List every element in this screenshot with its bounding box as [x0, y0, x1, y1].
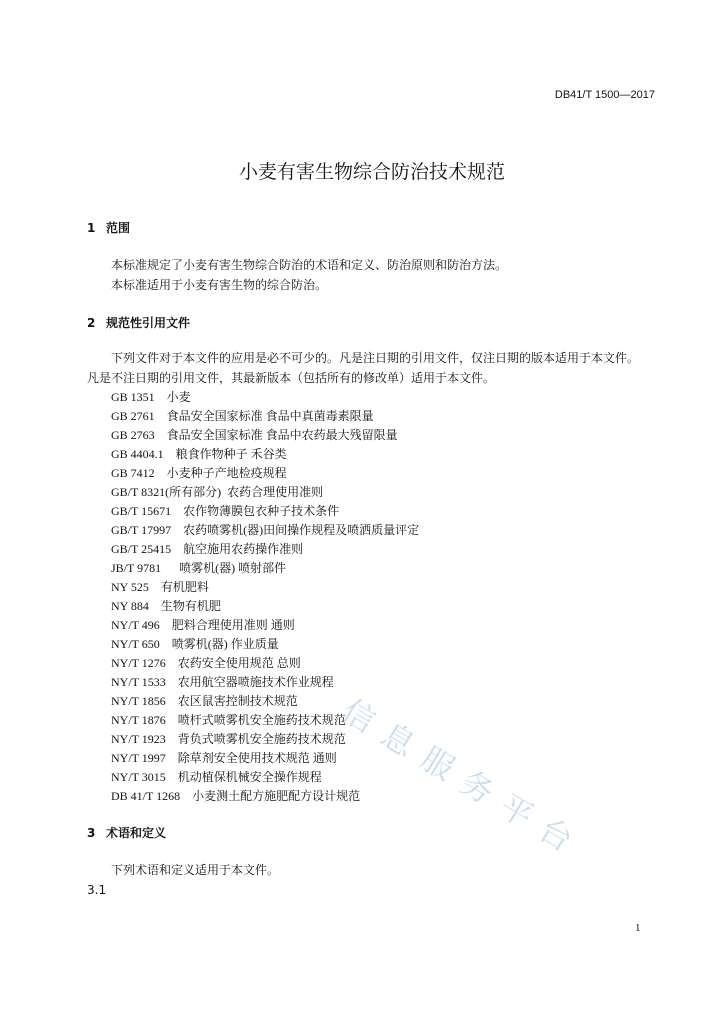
reference-title: 除草剂安全使用技术规范 通则 [177, 751, 337, 765]
reference-title: 小麦 [166, 390, 191, 404]
reference-code: GB 2761 [111, 409, 155, 423]
reference-item [111, 635, 651, 654]
section-number: 2 [87, 316, 96, 330]
reference-code: NY/T 1997 [111, 751, 166, 765]
reference-code: DB 41/T 1268 [111, 789, 181, 803]
paragraph: 下列术语和定义适用于本文件。 [111, 863, 280, 877]
reference-title: 小麦种子产地检疫规程 [166, 466, 287, 480]
reference-title: 喷雾机(器) 作业质量 [171, 637, 279, 651]
reference-title: 农用航空器喷施技术作业规程 [177, 675, 334, 689]
paragraph: 本标准规定了小麦有害生物综合防治的术语和定义、防治原则和防治方法。 [111, 258, 508, 272]
reference-item [111, 616, 651, 635]
reference-code: GB/T 17997 [111, 523, 172, 537]
reference-item [111, 711, 651, 730]
scope-text [87, 255, 657, 295]
reference-title: 食品安全国家标准 食品中真菌毒素限量 [166, 409, 374, 423]
reference-title: 粮食作物种子 禾谷类 [175, 447, 287, 461]
reference-title: 喷雾机(器) 喷射部件 [179, 561, 287, 575]
reference-item [111, 445, 651, 464]
reference-title: 背负式喷雾机安全施药技术规范 [177, 732, 346, 746]
section-number: 1 [87, 221, 96, 235]
reference-item [111, 521, 651, 540]
section-title: 术语和定义 [106, 826, 167, 840]
reference-item [111, 597, 651, 616]
reference-item [111, 749, 651, 768]
paragraph-line: 下列文件对于本文件的应用是必不可少的。凡是注日期的引用文件，仅注日期的版本适用于本文件。 [111, 351, 640, 365]
reference-title: 小麦测土配方施肥配方设计规范 [192, 789, 361, 803]
reference-title: 农药安全使用规范 总则 [177, 656, 301, 670]
reference-item [111, 388, 651, 407]
reference-item [111, 787, 651, 806]
section-number: 3 [87, 826, 96, 840]
reference-code: GB 1351 [111, 390, 155, 404]
reference-item [111, 407, 651, 426]
reference-code: GB/T 25415 [111, 542, 172, 556]
reference-code: NY 884 [111, 599, 149, 613]
terms-intro [87, 860, 657, 880]
reference-item [111, 578, 651, 597]
reference-code: GB 7412 [111, 466, 155, 480]
reference-title: 机动植保机械安全操作规程 [177, 770, 322, 784]
references-intro [87, 348, 657, 388]
reference-code: NY/T 1533 [111, 675, 166, 689]
reference-title: 农药喷雾机(器)田间操作规程及喷洒质量评定 [183, 523, 420, 537]
page-number: 1 [635, 922, 641, 934]
reference-code: NY/T 650 [111, 637, 160, 651]
section-title: 规范性引用文件 [106, 316, 191, 330]
reference-item [111, 502, 651, 521]
reference-title: 食品安全国家标准 食品中农药最大残留限量 [166, 428, 398, 442]
reference-item [111, 559, 651, 578]
reference-code: NY/T 1276 [111, 656, 166, 670]
reference-title: 农作物薄膜包衣种子技术条件 [183, 504, 340, 518]
reference-title: 农药合理使用准则 [227, 485, 324, 499]
paragraph-line: 凡是不注日期的引用文件，其最新版本（包括所有的修改单）适用于本文件。 [87, 371, 496, 385]
reference-list [111, 388, 651, 806]
reference-item [111, 426, 651, 445]
reference-item [111, 483, 651, 502]
document-code-header: DB41/T 1500—2017 [554, 89, 655, 101]
reference-item [111, 673, 651, 692]
reference-title: 喷杆式喷雾机安全施药技术规范 [177, 713, 346, 727]
reference-code: NY/T 1876 [111, 713, 166, 727]
reference-code: NY/T 1856 [111, 694, 166, 708]
reference-code: NY/T 3015 [111, 770, 166, 784]
reference-item [111, 730, 651, 749]
section-heading-normative-references [87, 315, 190, 331]
reference-title: 有机肥料 [160, 580, 209, 594]
section-heading-scope [87, 220, 130, 236]
reference-code: NY/T 1923 [111, 732, 166, 746]
reference-code: GB 4404.1 [111, 447, 164, 461]
reference-item [111, 768, 651, 787]
reference-code: JB/T 9781 [111, 561, 162, 575]
reference-item [111, 464, 651, 483]
subclause-number: 3.1 [87, 883, 107, 897]
reference-code: NY 525 [111, 580, 149, 594]
document-title: 小麦有害生物综合防治技术规范 [238, 161, 505, 183]
reference-code: GB/T 15671 [111, 504, 172, 518]
section-title: 范围 [106, 221, 131, 235]
reference-title: 航空施用农药操作准则 [183, 542, 304, 556]
reference-code: GB 2763 [111, 428, 155, 442]
reference-item [111, 540, 651, 559]
reference-title: 生物有机肥 [160, 599, 221, 613]
reference-item [111, 692, 651, 711]
paragraph: 本标准适用于小麦有害生物的综合防治。 [111, 278, 328, 292]
reference-title: 肥料合理使用准则 通则 [171, 618, 295, 632]
reference-code: NY/T 496 [111, 618, 160, 632]
section-heading-terms-definitions [87, 825, 166, 841]
watermark: 信息服务平台 [335, 691, 592, 867]
reference-item [111, 654, 651, 673]
reference-title: 农区鼠害控制技术规范 [177, 694, 298, 708]
reference-code: GB/T 8321(所有部分) [111, 485, 222, 499]
